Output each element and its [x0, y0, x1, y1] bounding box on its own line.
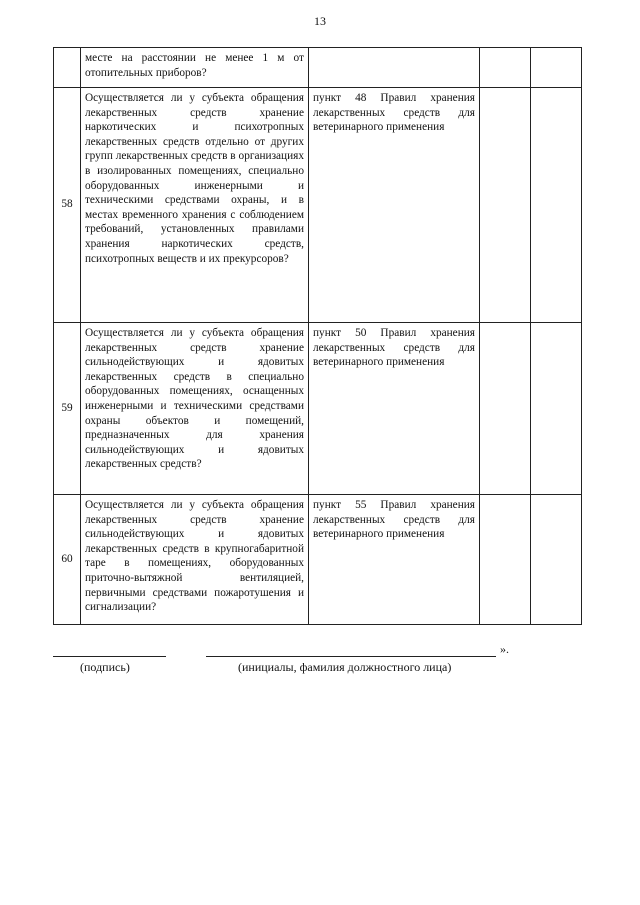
- name-line: [206, 656, 496, 657]
- table-row: [54, 48, 582, 88]
- signature-block: [53, 642, 593, 688]
- closing-quote: ».: [500, 642, 509, 656]
- row-reference: пункт 50 Правил хранения лекарственных средств для ветеринарного применения: [309, 323, 480, 495]
- empty-cell: [531, 48, 582, 88]
- row-question: месте на расстоянии не менее 1 м от отопительных приборов?: [81, 48, 309, 88]
- empty-cell: [531, 323, 582, 495]
- row-number: 58: [54, 88, 81, 323]
- empty-cell: [531, 88, 582, 323]
- signature-caption: (подпись): [80, 660, 130, 674]
- checklist-table: [53, 47, 582, 625]
- empty-cell: [480, 495, 531, 625]
- empty-cell: [531, 495, 582, 625]
- table-row: [54, 323, 582, 495]
- table-row: [54, 88, 582, 323]
- name-caption: (инициалы, фамилия должностного лица): [238, 660, 452, 674]
- row-reference: [309, 48, 480, 88]
- row-reference: пункт 48 Правил хранения лекарственных средств для ветеринарного применения: [309, 88, 480, 323]
- row-number: 60: [54, 495, 81, 625]
- row-question: Осуществляется ли у субъекта обращения лекарственных средств хранение сильнодействующих и ядовитых лекарственных средств в крупногабаритной таре в помещениях, оборудованных приточно-вытяжной вентиляцией, первичными средствами пожаротушения и сигнализации?: [81, 495, 309, 625]
- table-row: [54, 495, 582, 625]
- empty-cell: [480, 88, 531, 323]
- row-number: [54, 48, 81, 88]
- empty-cell: [480, 323, 531, 495]
- row-question: Осуществляется ли у субъекта обращения лекарственных средств хранение сильнодействующих и ядовитых лекарственных средств в специально оборудованных помещениях, оснащенных инженерными и техническими средствами охраны объектов и помещений, предназначенных для хранения сильнодействующих и ядовитых лекарственных средств?: [81, 323, 309, 495]
- page-number: 13: [314, 14, 326, 28]
- empty-cell: [480, 48, 531, 88]
- signature-line: [53, 656, 166, 657]
- row-number: 59: [54, 323, 81, 495]
- row-reference: пункт 55 Правил хранения лекарственных средств для ветеринарного применения: [309, 495, 480, 625]
- row-question: Осуществляется ли у субъекта обращения лекарственных средств хранение наркотических и психотропных лекарственных средств отдельно от других групп лекарственных средств в организациях в изолированных помещениях, специально оборудованных инженерными и техническими средствами охраны, и в местах временного хранения с соблюдением требований, установленных правилами хранения наркотических средств, психотропных веществ и их прекурсоров?: [81, 88, 309, 323]
